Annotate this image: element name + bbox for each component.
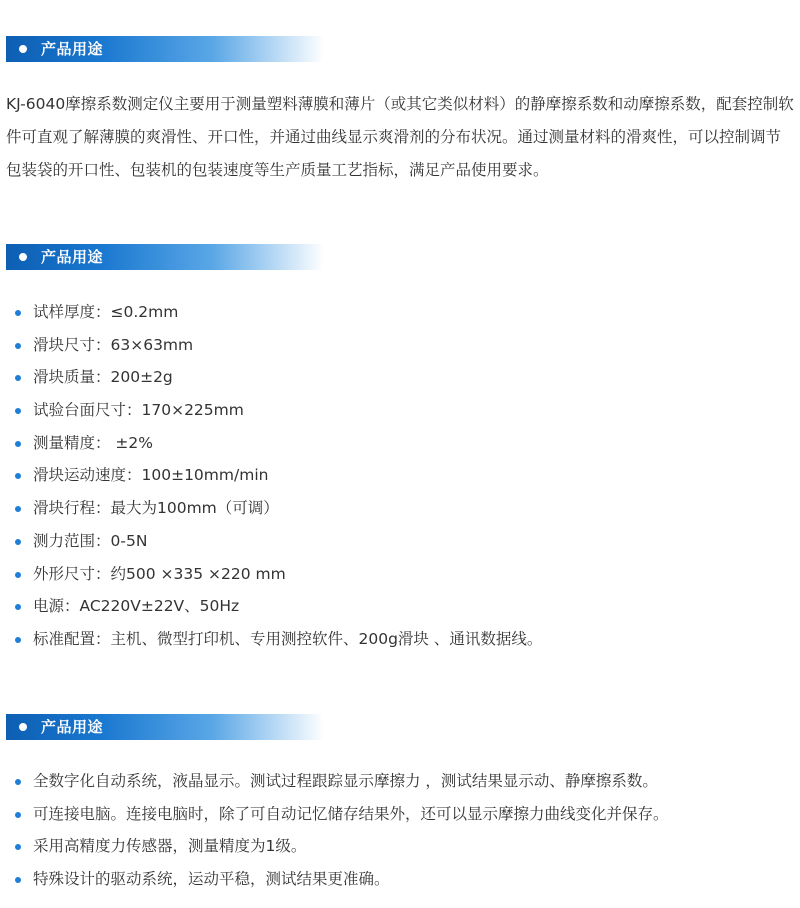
- list-item: [0, 558, 542, 591]
- blue-bullet-icon: [15, 779, 21, 785]
- spec-text: 试验台面尺寸：170×225mm: [33, 401, 244, 420]
- spec-text: 滑块质量：200±2g: [33, 368, 173, 387]
- list-item: [0, 459, 542, 492]
- section-header-specs: [6, 244, 324, 270]
- section-title: 产品用途: [41, 40, 104, 58]
- blue-bullet-icon: [15, 812, 21, 818]
- blue-bullet-icon: [15, 637, 21, 643]
- white-dot-icon: [19, 253, 27, 261]
- feature-text: 采用高精度力传感器，测量精度为1级。: [33, 837, 307, 856]
- spec-text: 滑块行程：最大为100mm（可调）: [33, 499, 279, 518]
- spec-text: 测量精度： ±2%: [33, 433, 154, 452]
- list-item: [0, 798, 669, 831]
- white-dot-icon: [19, 723, 27, 731]
- section-header-usage: [6, 36, 324, 62]
- white-dot-icon: [19, 45, 27, 53]
- blue-bullet-icon: [15, 310, 21, 316]
- list-item: [0, 525, 542, 558]
- list-item: [0, 296, 542, 329]
- spec-text: 标准配置：主机、微型打印机、专用测控软件、200g滑块 、通讯数据线。: [33, 629, 543, 648]
- section-title: 产品用途: [41, 718, 104, 736]
- spec-text: 外形尺寸：约500 ×335 ×220 mm: [33, 564, 286, 583]
- spec-text: 电源：AC220V±22V、50Hz: [33, 597, 240, 616]
- feature-text: 特殊设计的驱动系统，运动平稳，测试结果更准确。: [33, 870, 390, 889]
- section-title: 产品用途: [41, 248, 104, 266]
- blue-bullet-icon: [15, 539, 21, 545]
- list-item: [0, 863, 669, 896]
- blue-bullet-icon: [15, 473, 21, 479]
- blue-bullet-icon: [15, 375, 21, 381]
- spec-list: [0, 296, 542, 656]
- list-item: [0, 361, 542, 394]
- feature-text: 可连接电脑。连接电脑时，除了可自动记忆储存结果外，还可以显示摩擦力曲线变化并保存。: [33, 804, 669, 823]
- blue-bullet-icon: [15, 572, 21, 578]
- list-item: [0, 590, 542, 623]
- list-item: [0, 765, 669, 798]
- list-item: [0, 394, 542, 427]
- blue-bullet-icon: [15, 408, 21, 414]
- feature-text: 全数字化自动系统，液晶显示。测试过程跟踪显示摩擦力 ，测试结果显示动、静摩擦系数。: [33, 772, 658, 790]
- blue-bullet-icon: [15, 877, 21, 883]
- list-item: [0, 492, 542, 525]
- blue-bullet-icon: [15, 441, 21, 447]
- blue-bullet-icon: [15, 506, 21, 512]
- feature-list: [0, 765, 669, 896]
- list-item: [0, 830, 669, 863]
- spec-text: 滑块尺寸：63×63mm: [33, 335, 194, 354]
- list-item: [0, 427, 542, 460]
- section-header-features: [6, 714, 324, 740]
- spec-text: 试样厚度：≤0.2mm: [33, 303, 179, 321]
- blue-bullet-icon: [15, 604, 21, 610]
- blue-bullet-icon: [15, 844, 21, 850]
- blue-bullet-icon: [15, 343, 21, 349]
- list-item: [0, 623, 542, 656]
- spec-text: 测力范围：0-5N: [33, 531, 148, 550]
- intro-paragraph: KJ-6040摩擦系数测定仪主要用于测量塑料薄膜和薄片（或其它类似材料）的静摩擦系数和动摩擦系数，配套控制软件可直观了解薄膜的爽滑性、开口性，并通过曲线显示爽滑剂的分布状况。通过测量材料的滑爽性，可以控制调节包装袋的开口性、包装机的包装速度等生产质量工艺指标，满足产品使用要求。: [6, 95, 794, 179]
- spec-text: 滑块运动速度：100±10mm/min: [33, 466, 269, 485]
- list-item: [0, 329, 542, 362]
